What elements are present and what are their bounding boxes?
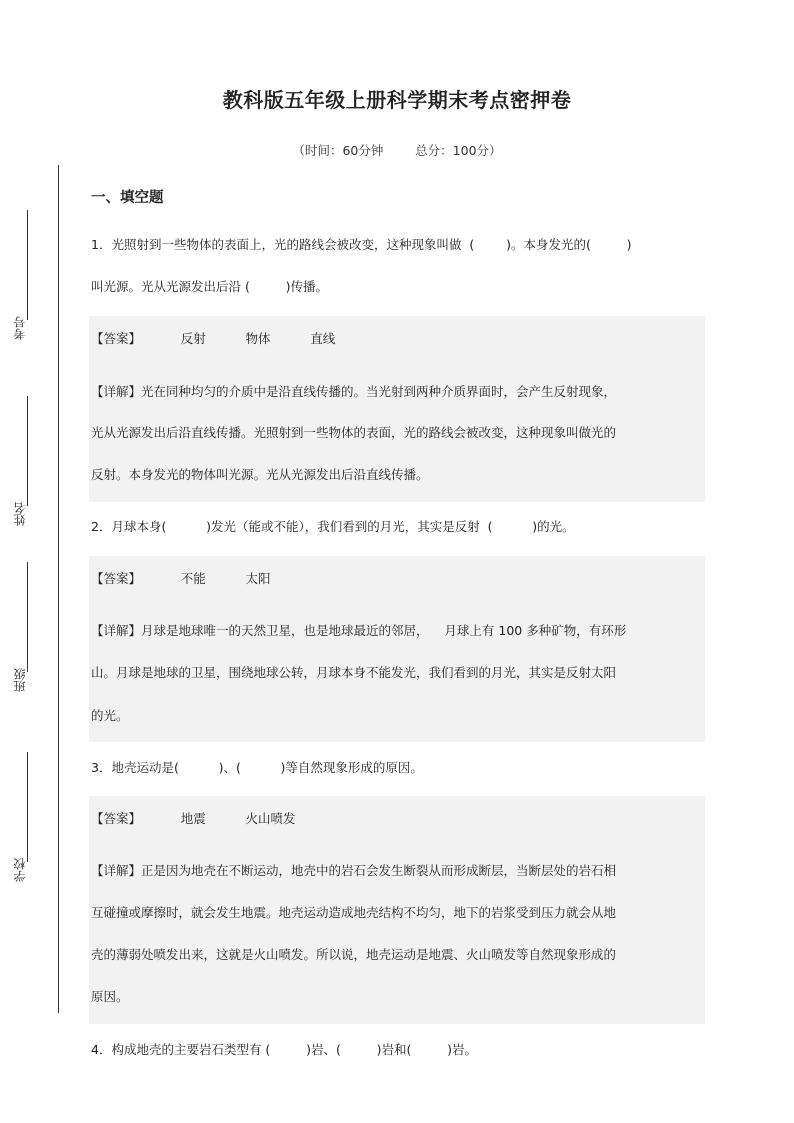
class-blank[interactable] bbox=[27, 562, 28, 672]
answer-3: 【答案】 地震 火山喷发 bbox=[91, 811, 296, 826]
exam-number-label: 考号 bbox=[13, 316, 27, 340]
class-label: 班级 bbox=[13, 668, 27, 692]
school-field bbox=[10, 752, 30, 882]
exam-number-field bbox=[10, 210, 30, 340]
detail-3-line-4: 原因。 bbox=[91, 989, 129, 1004]
detail-2-line-3: 的光。 bbox=[91, 708, 129, 723]
question-1-line-2: 叫光源。光从光源发出后沿 ( )传播。 bbox=[91, 279, 328, 294]
answer-1: 【答案】 反射 物体 直线 bbox=[91, 331, 336, 346]
exam-info: （时间：60分钟 总分：100分） bbox=[292, 143, 502, 158]
answer-2: 【答案】 不能 太阳 bbox=[91, 571, 271, 586]
question-3-line-1: 3．地壳运动是( )、( )等自然现象形成的原因。 bbox=[91, 760, 423, 775]
question-4-line-1: 4．构成地壳的主要岩石类型有 ( )岩、( )岩和( )岩。 bbox=[91, 1042, 477, 1057]
detail-1-line-3: 反射。本身发光的物体叫光源。光从光源发出后沿直线传播。 bbox=[91, 467, 429, 482]
detail-3-line-1: 【详解】正是因为地壳在不断运动，地壳中的岩石会发生断裂从而形成断层，当断层处的岩石相 bbox=[91, 863, 617, 878]
question-2-line-1: 2．月球本身( )发光（能或不能），我们看到的月光，其实是反射 ( )的光。 bbox=[91, 519, 575, 534]
name-label: 姓名 bbox=[13, 502, 27, 526]
name-field bbox=[10, 396, 30, 526]
detail-3-line-3: 壳的薄弱处喷发出来，这就是火山喷发。所以说，地壳运动是地震、火山喷发等自然现象形成的 bbox=[91, 947, 617, 962]
question-1-line-1: 1．光照射到一些物体的表面上，光的路线会被改变，这种现象叫做 ( )。本身发光的( ) bbox=[91, 237, 632, 252]
school-label: 学校 bbox=[13, 858, 27, 882]
section-title: 一、填空题 bbox=[91, 190, 164, 206]
detail-2-line-1: 【详解】月球是地球唯一的天然卫星，也是地球最近的邻居， 月球上有 100 多种矿物，有环形 bbox=[91, 623, 627, 638]
name-blank[interactable] bbox=[27, 396, 28, 506]
detail-1-line-2: 光从光源发出后沿直线传播。光照射到一些物体的表面，光的路线会被改变，这种现象叫做光的 bbox=[91, 425, 617, 440]
detail-3-line-2: 互碰撞或摩擦时，就会发生地震。地壳运动造成地壳结构不均匀，地下的岩浆受到压力就会从地 bbox=[91, 905, 617, 920]
page-title: 教科版五年级上册科学期末考点密押卷 bbox=[222, 88, 572, 112]
school-blank[interactable] bbox=[27, 752, 28, 862]
exam-number-blank[interactable] bbox=[27, 210, 28, 320]
detail-1-line-1: 【详解】光在同种均匀的介质中是沿直线传播的。当光射到两种介质界面时，会产生反射现象， bbox=[91, 384, 617, 399]
binding-line bbox=[58, 165, 59, 1013]
detail-2-line-2: 山。月球是地球的卫星，围绕地球公转，月球本身不能发光，我们看到的月光，其实是反射太阳 bbox=[91, 665, 617, 680]
class-field bbox=[10, 562, 30, 692]
